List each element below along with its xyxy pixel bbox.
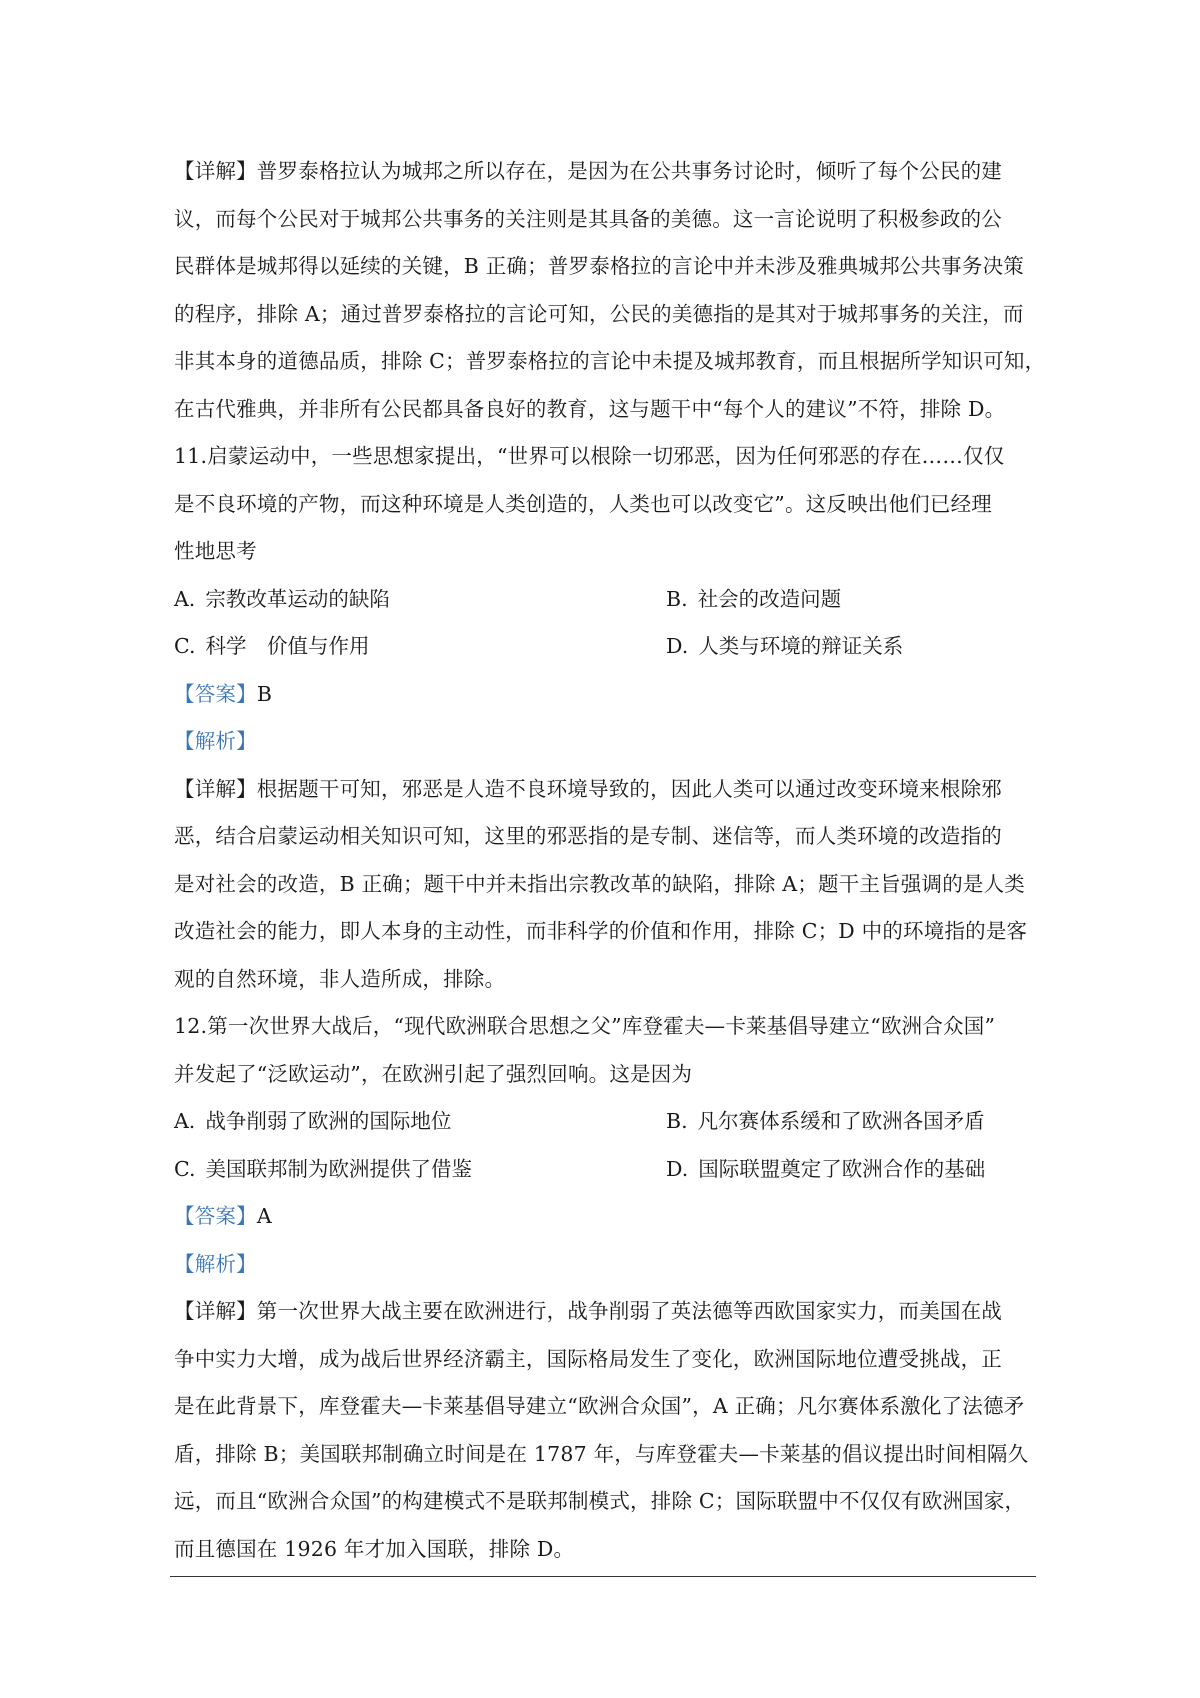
analysis-line [174, 718, 1040, 766]
option-text: 宗教改革运动的缺陷 [205, 586, 390, 611]
analysis-tag: 【解析】 [174, 1251, 257, 1276]
detail-line: 盾，排除 B；美国联邦制确立时间是在 1787 年，与库登霍夫—卡莱基的倡议提出时间相隔久 [174, 1441, 1029, 1466]
question-stem-line: 性地思考 [174, 539, 257, 563]
answer-line [174, 1193, 1040, 1241]
answer-value: B [256, 681, 273, 706]
option-text: 社会的改造问题 [697, 586, 842, 611]
detail-line: 观的自然环境，非人造所成，排除。 [174, 966, 506, 991]
detail-line: 是对社会的改造，B 正确；题干中并未指出宗教改革的缺陷，排除 A；题干主旨强调的是人类 [174, 871, 1025, 896]
question-stem-line: 11.启蒙运动中，一些思想家提出，“世界可以根除一切邪恶，因为任何邪恶的存在……仅仅 [174, 444, 1005, 468]
text-line: 非其本身的道德品质，排除 C；普罗泰格拉的言论中未提及城邦教育，而且根据所学知识可知， [174, 349, 1046, 373]
question-stem-line: 是不良环境的产物，而这种环境是人类创造的，人类也可以改变它”。这反映出他们已经理 [174, 491, 992, 516]
detail-line: 【详解】第一次世界大战主要在欧洲进行，战争削弱了英法德等西欧国家实力，而美国在战 [174, 1299, 1002, 1323]
page-content [174, 148, 1046, 1573]
option-text: 战争削弱了欧洲的国际地位 [205, 1109, 452, 1133]
detail-line: 【详解】根据题干可知，邪恶是人造不良环境导致的，因此人类可以通过改变环境来根除邪 [174, 776, 1002, 801]
option-letter: B. [666, 586, 688, 611]
options-row [174, 623, 1040, 671]
detail-line: 争中实力大增，成为战后世界经济霸主，国际格局发生了变化，欧洲国际地位遭受挑战，正 [174, 1346, 1002, 1371]
option-text: 科学 价值与作用 [205, 634, 370, 658]
option-text: 美国联邦制为欧洲提供了借鉴 [205, 1156, 472, 1181]
option-d [666, 1146, 985, 1194]
options-row [174, 576, 1040, 624]
text-line: 【详解】普罗泰格拉认为城邦之所以存在，是因为在公共事务讨论时，倾听了每个公民的建 [174, 159, 1002, 183]
option-letter: D. [666, 1156, 689, 1181]
detail-line: 远，而且“欧洲合众国”的构建模式不是联邦制模式，排除 C；国际联盟中不仅仅有欧洲国家， [174, 1489, 1026, 1513]
option-letter: A. [174, 586, 196, 611]
detail-line: 而且德国在 1926 年才加入国联，排除 D。 [174, 1536, 575, 1561]
option-a [174, 1098, 451, 1146]
text-line: 民群体是城邦得以延续的关键，B 正确；普罗泰格拉的言论中并未涉及雅典城邦公共事务决策 [174, 254, 1024, 278]
option-text: 人类与环境的辩证关系 [698, 634, 904, 658]
option-b [666, 576, 841, 624]
text-line: 在古代雅典，并非所有公民都具备良好的教育，这与题干中“每个人的建议”不符，排除 D。 [174, 396, 1006, 421]
option-letter: C. [174, 1156, 196, 1181]
option-c [174, 1146, 472, 1194]
text-line: 的程序，排除 A；通过普罗泰格拉的言论可知，公民的美德指的是其对于城邦事务的关注，而 [174, 301, 1024, 326]
text-line: 议，而每个公民对于城邦公共事务的关注则是其具备的美德。这一言论说明了积极参政的公 [174, 206, 1002, 231]
answer-tag: 【答案】 [174, 681, 257, 706]
option-a [174, 576, 390, 624]
option-text: 国际联盟奠定了欧洲合作的基础 [698, 1156, 986, 1181]
question-12 [174, 1003, 1040, 1573]
option-d [666, 623, 903, 671]
option-text: 凡尔赛体系缓和了欧洲各国矛盾 [697, 1109, 985, 1133]
question-stem-line: 12.第一次世界大战后，“现代欧洲联合思想之父”库登霍夫—卡莱基倡导建立“欧洲合众国” [174, 1014, 996, 1038]
footer-divider [170, 1576, 1036, 1577]
option-letter: C. [174, 634, 196, 658]
option-c [174, 623, 369, 671]
option-letter: D. [666, 634, 689, 658]
answer-line [174, 671, 1040, 719]
detail-line: 恶，结合启蒙运动相关知识可知，这里的邪恶指的是专制、迷信等，而人类环境的改造指的 [174, 824, 1002, 848]
detail-line: 是在此背景下，库登霍夫—卡莱基倡导建立“欧洲合众国”，A 正确；凡尔赛体系激化了法德矛 [174, 1394, 1025, 1418]
detail-line: 改造社会的能力，即人本身的主动性，而非科学的价值和作用，排除 C；D 中的环境指的是客 [174, 919, 1028, 943]
question-11 [174, 433, 1040, 1003]
question-stem-line: 并发起了“泛欧运动”，在欧洲引起了强烈回响。这是因为 [174, 1061, 693, 1086]
options-row [174, 1146, 1040, 1194]
option-letter: A. [174, 1109, 196, 1133]
option-letter: B. [666, 1109, 688, 1133]
option-b [666, 1098, 985, 1146]
analysis-tag: 【解析】 [174, 729, 257, 753]
answer-tag: 【答案】 [174, 1204, 257, 1228]
analysis-line [174, 1241, 1040, 1289]
answer-value: A [256, 1204, 272, 1228]
options-row [174, 1098, 1040, 1146]
intro-detail [174, 148, 1046, 433]
